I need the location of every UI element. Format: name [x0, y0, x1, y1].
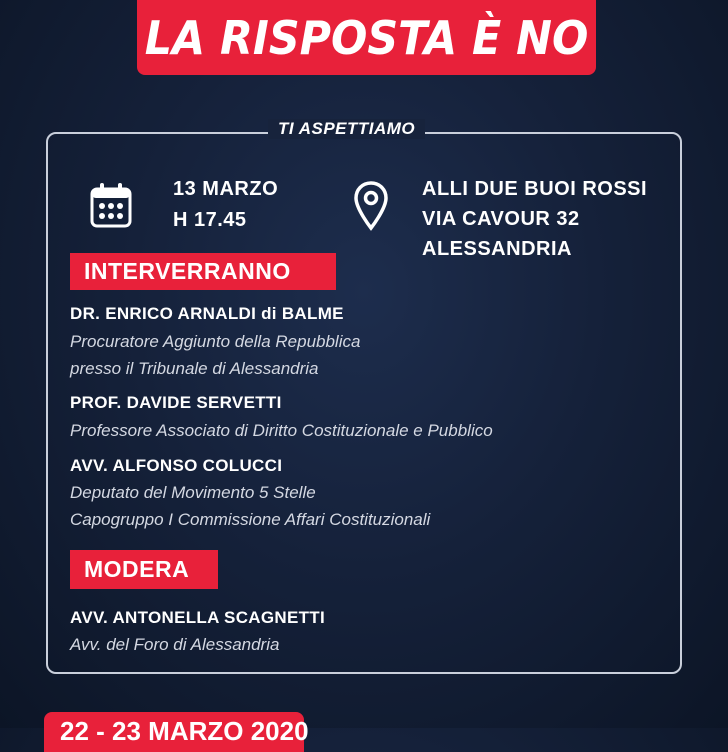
moderator-label: MODERA — [70, 550, 218, 589]
speaker-role: Procuratore Aggiunto della Repubblica — [70, 332, 361, 351]
map-pin-icon — [354, 181, 388, 231]
page-title: LA RISPOSTA È NO — [144, 10, 589, 65]
speaker-name: AVV. ALFONSO COLUCCI — [70, 456, 283, 475]
title-banner — [137, 0, 596, 75]
speaker-name: DR. ENRICO ARNALDI di BALME — [70, 304, 344, 323]
speaker-role: Capogruppo I Commissione Affari Costituzionali — [70, 510, 431, 529]
moderator-role: Avv. del Foro di Alessandria — [70, 635, 280, 654]
venue-name: ALLI DUE BUOI ROSSI — [422, 178, 648, 200]
speaker-role: Professore Associato di Diritto Costituzionale e Pubblico — [70, 421, 493, 440]
section-label: TI ASPETTIAMO — [268, 119, 425, 139]
venue-street: VIA CAVOUR 32 — [422, 208, 580, 230]
speaker-role: presso il Tribunale di Alessandria — [70, 359, 319, 378]
event-time: H 17.45 — [173, 209, 247, 231]
calendar-icon — [90, 182, 132, 228]
speaker-name: PROF. DAVIDE SERVETTI — [70, 393, 282, 412]
speakers-label: INTERVERRANNO — [70, 253, 336, 290]
event-date: 13 MARZO — [173, 178, 279, 200]
speaker-role: Deputato del Movimento 5 Stelle — [70, 483, 316, 502]
venue-city: ALESSANDRIA — [422, 238, 572, 260]
moderator-name: AVV. ANTONELLA SCAGNETTI — [70, 608, 325, 627]
footer-banner: 22 - 23 MARZO 2020 — [44, 712, 304, 752]
